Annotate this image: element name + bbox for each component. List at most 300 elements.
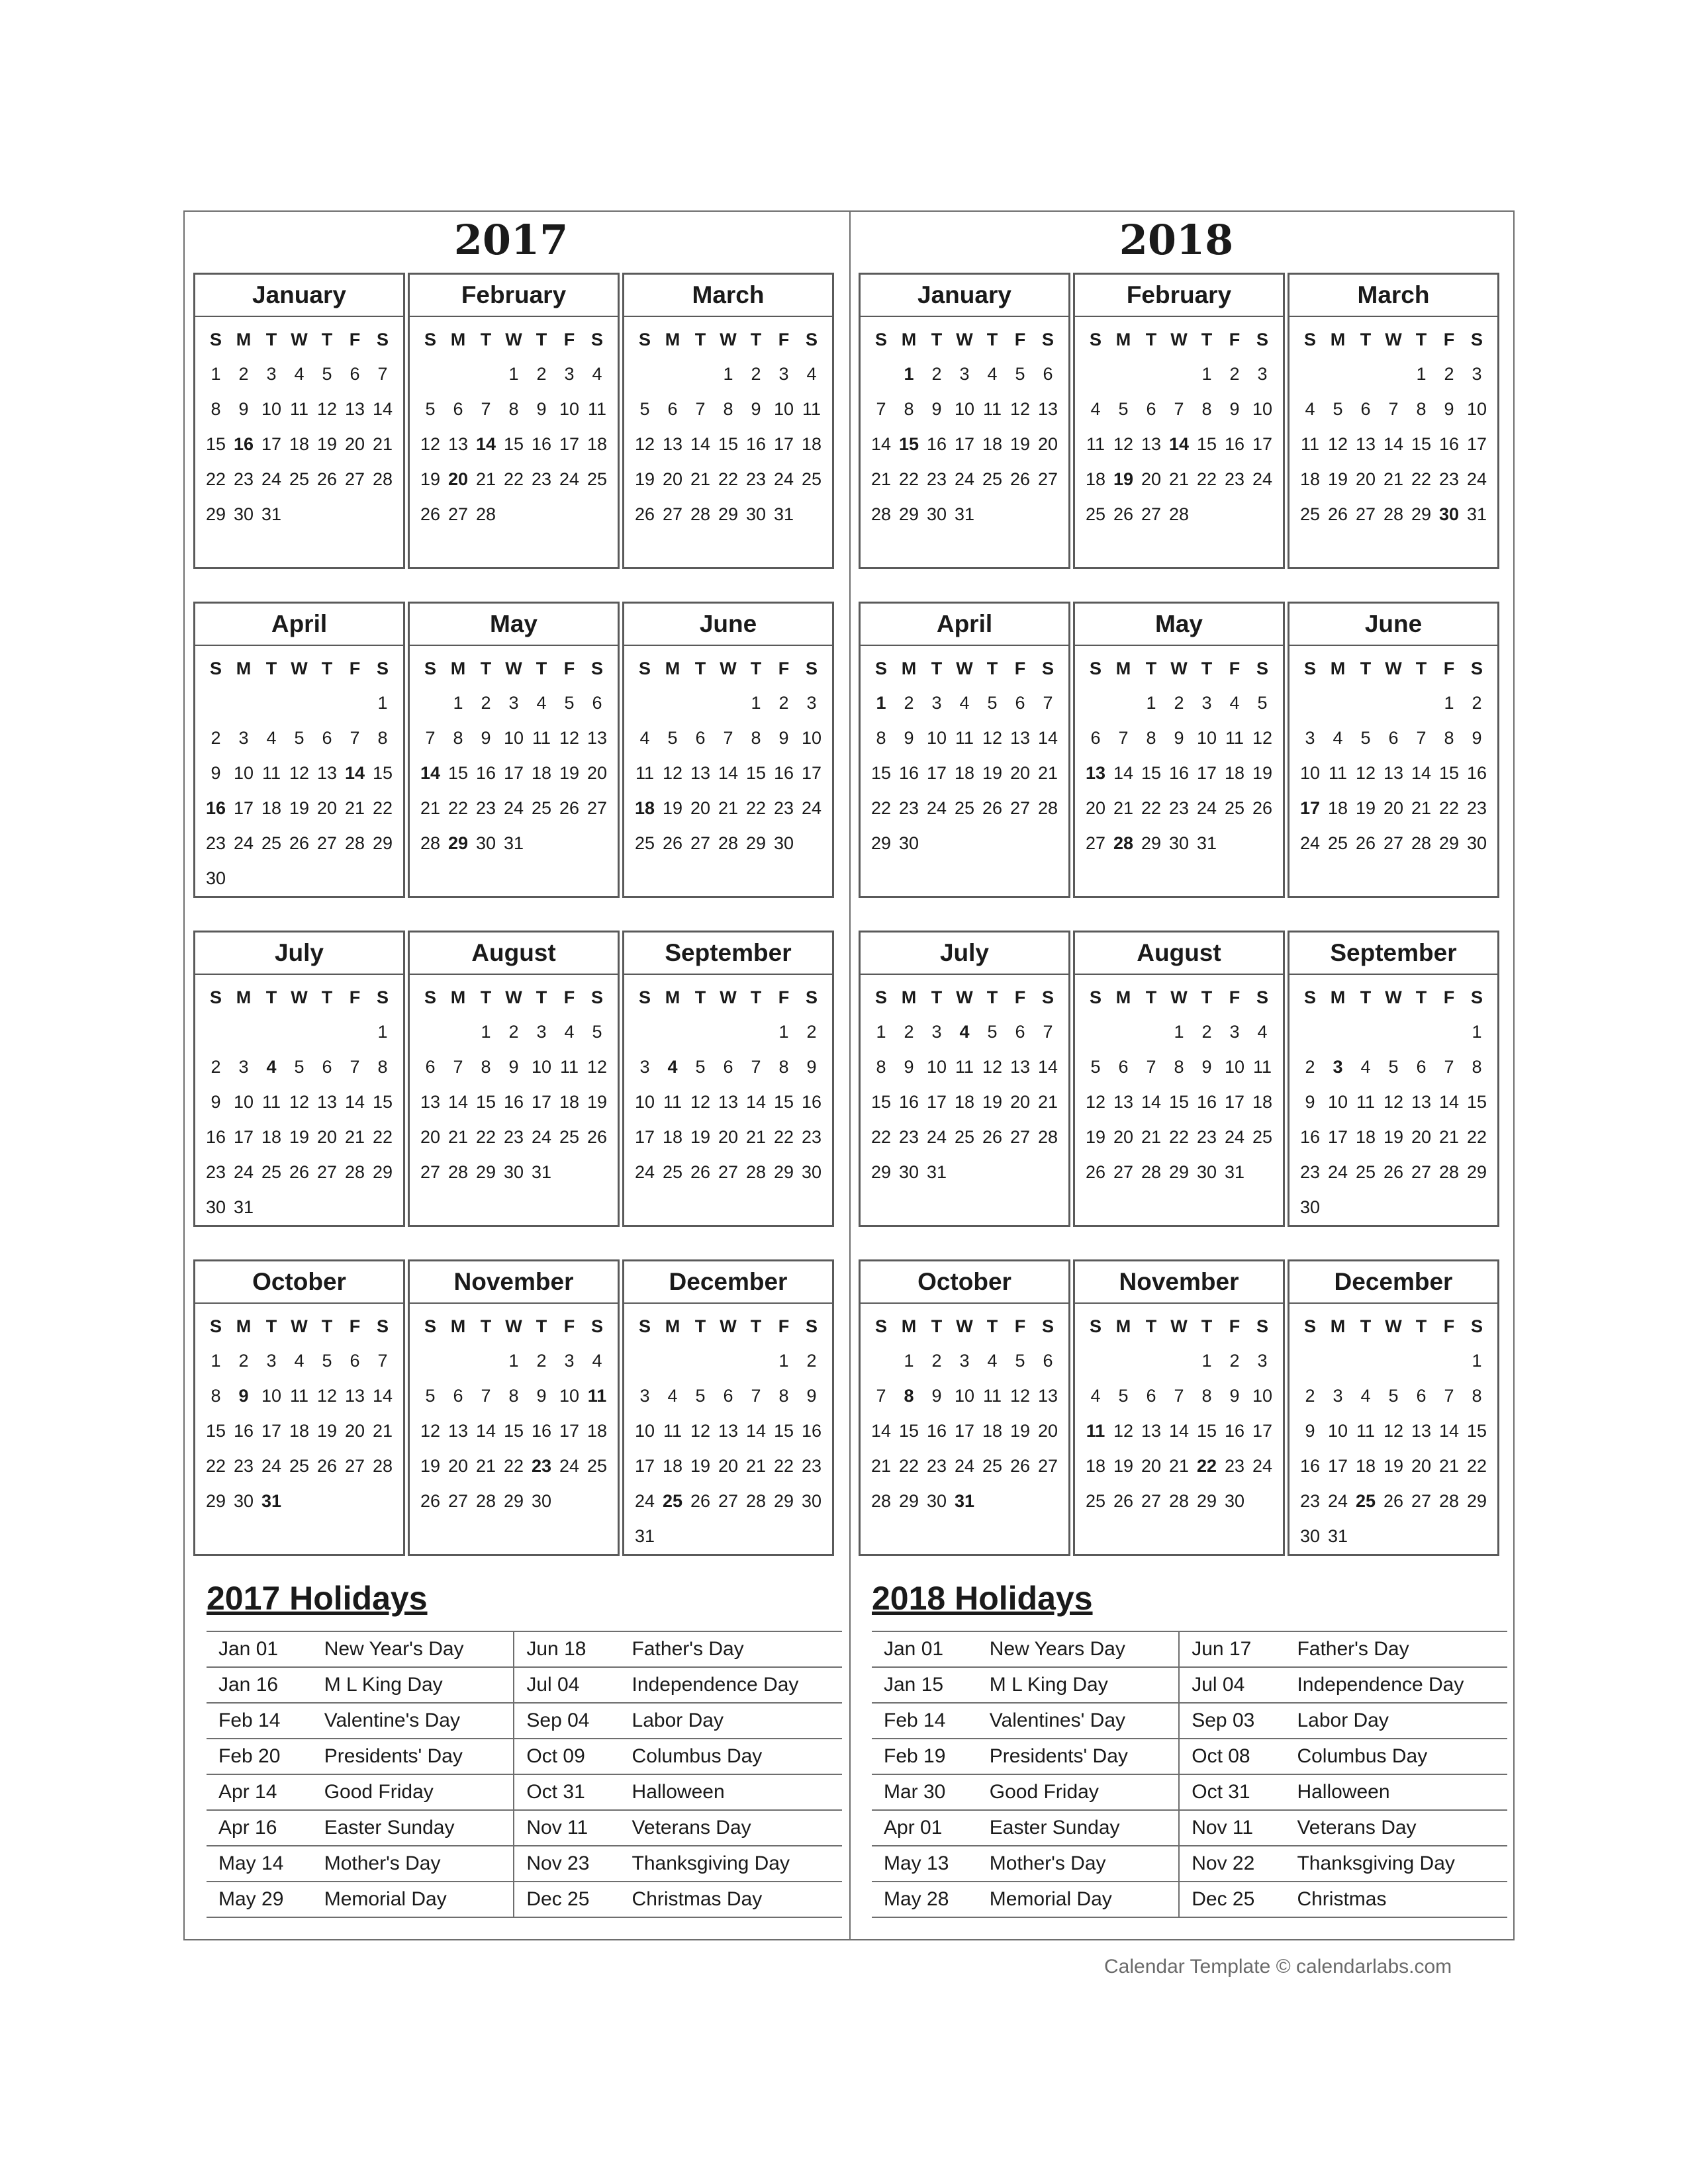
holiday-day: 14 [1168,434,1190,454]
holiday-row [207,1739,842,1774]
day: 18 [662,1127,683,1147]
day: 26 [289,833,310,853]
month-january [859,273,1070,569]
day-grid [624,975,832,1190]
holiday-date: May 14 [207,1846,312,1882]
weekday-header: T [931,330,943,349]
weekday-header: F [563,659,575,678]
day: 23 [1224,469,1245,489]
empty-day [631,1015,659,1050]
holiday-row [872,1667,1507,1703]
day: 12 [289,763,310,783]
holiday-name: Presidents' Day [978,1739,1179,1774]
day: 29 [1466,1491,1487,1511]
holiday-day: 16 [205,798,226,818]
holiday-date: Sep 04 [514,1703,620,1739]
weekday-header: S [1089,330,1102,349]
day: 1 [377,693,388,713]
day: 19 [1009,434,1031,454]
day: 21 [372,434,393,454]
weekday-header: F [1014,987,1026,1007]
day: 29 [773,1162,794,1182]
holiday-name: Presidents' Day [312,1739,514,1774]
day: 15 [1466,1092,1487,1112]
weekday-header: T [265,987,277,1007]
weekday-header: T [1415,1316,1427,1336]
weekday-header: T [321,1316,333,1336]
holiday-day: 30 [1438,504,1460,524]
day: 12 [289,1092,310,1112]
day: 26 [662,833,683,853]
holiday-date: Nov 22 [1179,1846,1285,1882]
day: 26 [420,504,441,524]
day: 20 [718,1456,739,1476]
day: 22 [745,798,767,818]
day: 1 [778,1022,789,1042]
month-name: July [861,933,1068,975]
day: 12 [1085,1092,1106,1112]
day: 22 [773,1456,794,1476]
day: 2 [778,693,789,713]
day: 30 [1299,1526,1321,1546]
day: 12 [586,1057,608,1077]
weekday-header: S [1041,1316,1054,1336]
holiday-row [872,1703,1507,1739]
day: 10 [559,1386,580,1406]
weekday-header: S [805,659,818,678]
day: 24 [559,1456,580,1476]
holiday-day: 18 [634,798,655,818]
empty-day [1324,686,1352,721]
month-may [408,602,620,898]
empty-day [1109,1343,1137,1379]
empty-day [230,686,258,721]
empty-day [313,686,341,721]
weekday-header: W [720,987,737,1007]
day: 2 [211,1057,221,1077]
day: 5 [695,1057,706,1077]
holiday-date: Jan 01 [207,1631,312,1667]
day: 6 [1015,1022,1025,1042]
month-august [1073,931,1285,1227]
day: 16 [1299,1127,1321,1147]
day: 7 [481,399,491,419]
holiday-name: M L King Day [312,1667,514,1703]
day: 23 [503,1127,524,1147]
holiday-day: 20 [447,469,469,489]
day: 19 [1327,469,1348,489]
day: 26 [586,1127,608,1147]
holidays-table [207,1631,842,1918]
day: 15 [718,434,739,454]
day: 24 [773,469,794,489]
day: 13 [1009,728,1031,748]
empty-day [1380,357,1407,392]
day: 15 [205,1421,226,1441]
day: 6 [592,693,602,713]
weekday-header: T [1360,1316,1372,1336]
empty-day [1082,357,1109,392]
day: 18 [1252,1092,1273,1112]
holiday-name: Father's Day [620,1631,842,1667]
day: 1 [211,1351,221,1371]
day: 28 [420,833,441,853]
weekday-header: T [1360,330,1372,349]
day: 17 [1224,1092,1245,1112]
month-april [859,602,1070,898]
day: 14 [372,1386,393,1406]
holiday-date: Nov 11 [1179,1810,1285,1846]
day: 18 [982,434,1003,454]
day: 5 [987,1022,998,1042]
day: 15 [870,763,892,783]
holiday-day: 17 [1299,798,1321,818]
weekday-header: S [638,659,651,678]
weekday-header: T [694,330,706,349]
day: 10 [634,1421,655,1441]
day: 23 [475,798,496,818]
weekday-header: T [321,987,333,1007]
day: 18 [1085,469,1106,489]
day: 28 [447,1162,469,1182]
footer-credit: Calendar Template © calendarlabs.com [1104,1956,1452,1978]
day: 1 [1416,364,1427,384]
day: 24 [634,1162,655,1182]
day-grid [861,975,1068,1190]
weekday-header: S [638,1316,651,1336]
day: 16 [745,434,767,454]
day: 7 [425,728,436,748]
weekday-header: T [1201,659,1213,678]
day-grid [1075,975,1283,1190]
day: 31 [634,1526,655,1546]
day: 8 [377,728,388,748]
day: 15 [205,434,226,454]
day: 28 [745,1491,767,1511]
day: 25 [1224,798,1245,818]
day: 22 [1196,469,1217,489]
holiday-name: Thanksgiving Day [1285,1846,1507,1882]
day: 8 [1174,1057,1184,1077]
day: 16 [801,1092,822,1112]
day: 24 [1252,469,1273,489]
day: 22 [205,1456,226,1476]
day: 27 [586,798,608,818]
empty-day [714,1015,742,1050]
weekday-header: F [778,987,790,1007]
day: 16 [1168,763,1190,783]
weekday-header: M [450,330,466,349]
day: 10 [233,763,254,783]
holiday-date: Feb 14 [207,1703,312,1739]
holiday-name: Labor Day [1285,1703,1507,1739]
weekday-header: F [1014,330,1026,349]
day: 20 [344,1421,365,1441]
day: 13 [344,1386,365,1406]
day: 21 [1438,1127,1460,1147]
empty-day [1137,357,1165,392]
day: 26 [1113,504,1134,524]
day: 1 [876,1022,886,1042]
day: 14 [1141,1092,1162,1112]
day: 26 [289,1162,310,1182]
empty-day [1165,1343,1193,1379]
holiday-date: Feb 20 [207,1739,312,1774]
day-grid [861,646,1068,861]
day: 29 [1196,1491,1217,1511]
day: 4 [1090,399,1101,419]
day: 26 [1327,504,1348,524]
day: 6 [453,399,463,419]
day: 23 [233,1456,254,1476]
day: 30 [745,504,767,524]
holiday-name: Mother's Day [978,1846,1179,1882]
day: 5 [1118,1386,1129,1406]
weekday-header: S [590,987,603,1007]
empty-day [341,686,369,721]
holiday-name: Easter Sunday [978,1810,1179,1846]
day: 15 [898,1421,919,1441]
weekday-header: S [1256,659,1268,678]
day: 30 [801,1162,822,1182]
day: 10 [1327,1421,1348,1441]
day: 20 [316,798,338,818]
weekday-header: T [694,659,706,678]
weekday-header: F [1443,1316,1455,1336]
holiday-row [872,1882,1507,1917]
month-december [622,1259,834,1556]
empty-day [202,686,230,721]
month-name: June [624,604,832,646]
day: 20 [718,1127,739,1147]
day: 18 [954,1092,975,1112]
day: 27 [1037,469,1058,489]
day: 5 [322,364,332,384]
holiday-name: Memorial Day [978,1882,1179,1917]
empty-day [1407,1015,1435,1050]
day: 24 [926,798,947,818]
day: 9 [211,1092,221,1112]
day: 21 [1383,469,1404,489]
day-grid [861,317,1068,532]
holiday-day: 3 [1333,1057,1343,1077]
day: 13 [718,1092,739,1112]
holiday-row [872,1810,1507,1846]
weekday-header: S [1470,659,1483,678]
weekday-header: S [1256,1316,1268,1336]
day: 13 [420,1092,441,1112]
holiday-date: Feb 14 [872,1703,978,1739]
weekday-header: T [480,330,492,349]
day: 6 [1388,728,1399,748]
day: 22 [205,469,226,489]
weekday-header: T [265,330,277,349]
day: 9 [1229,399,1240,419]
day: 8 [876,728,886,748]
day: 6 [322,1057,332,1077]
day: 5 [1257,693,1268,713]
empty-day [1352,686,1380,721]
day: 14 [447,1092,469,1112]
day: 18 [1299,469,1321,489]
day: 27 [718,1491,739,1511]
day: 4 [266,728,277,748]
day: 21 [1438,1456,1460,1476]
day: 13 [1009,1057,1031,1077]
holiday-date: Nov 23 [514,1846,620,1882]
day: 29 [205,1491,226,1511]
day-grid [624,646,832,861]
weekday-header: T [1201,1316,1213,1336]
holiday-row [207,1810,842,1846]
holidays-table [872,1631,1507,1918]
weekday-header: T [536,987,547,1007]
weekday-header: M [450,987,466,1007]
weekday-header: T [321,659,333,678]
day: 28 [1383,504,1404,524]
weekday-header: W [1385,1316,1402,1336]
day: 9 [778,728,789,748]
day: 13 [1141,1421,1162,1441]
day: 6 [1416,1057,1427,1077]
day: 19 [662,798,683,818]
empty-day [1324,357,1352,392]
weekday-header: M [1115,987,1131,1007]
month-september [622,931,834,1227]
day: 13 [1355,434,1376,454]
day: 28 [870,504,892,524]
month-name: September [624,933,832,975]
day: 19 [982,1092,1003,1112]
day: 23 [205,833,226,853]
weekday-header: W [1170,659,1188,678]
day: 8 [211,1386,221,1406]
day: 2 [211,728,221,748]
day: 10 [503,728,524,748]
month-name: February [410,275,618,317]
empty-day [1380,686,1407,721]
day: 14 [1168,1421,1190,1441]
day: 24 [261,469,282,489]
empty-day [341,1015,369,1050]
day: 27 [447,504,469,524]
day: 8 [1444,728,1454,748]
month-february [1073,273,1285,569]
year-divider [849,212,851,1939]
day: 27 [1085,833,1106,853]
day: 27 [1113,1162,1134,1182]
day: 15 [475,1092,496,1112]
holiday-name: Christmas Day [620,1882,842,1917]
holiday-date: May 29 [207,1882,312,1917]
day: 14 [1113,763,1134,783]
day: 11 [1356,1421,1376,1441]
day: 16 [1299,1456,1321,1476]
holiday-name: Labor Day [620,1703,842,1739]
empty-day [659,686,686,721]
day: 8 [1146,728,1156,748]
holiday-name: Good Friday [978,1774,1179,1810]
day: 12 [1383,1421,1404,1441]
day: 23 [205,1162,226,1182]
day: 19 [1009,1421,1031,1441]
weekday-header: T [480,1316,492,1336]
day: 7 [377,1351,388,1371]
year-2017-section [193,212,829,1939]
weekday-header: S [424,1316,436,1336]
day: 9 [238,399,249,419]
day: 25 [586,469,608,489]
day: 24 [926,1127,947,1147]
holiday-date: Oct 09 [514,1739,620,1774]
day: 20 [1037,434,1058,454]
day: 20 [1113,1127,1134,1147]
weekday-header: M [236,330,252,349]
day: 5 [1360,728,1371,748]
day: 17 [233,798,254,818]
day: 5 [667,728,678,748]
day: 7 [453,1057,463,1077]
day: 13 [447,1421,469,1441]
empty-day [742,1015,770,1050]
day: 6 [1015,693,1025,713]
day: 4 [294,364,305,384]
day: 7 [751,1057,761,1077]
day: 15 [1196,434,1217,454]
empty-day [631,1343,659,1379]
month-name: April [861,604,1068,646]
weekday-header: M [901,987,917,1007]
weekday-header: T [986,659,998,678]
day: 16 [531,434,552,454]
month-october [859,1259,1070,1556]
day: 16 [801,1421,822,1441]
day: 22 [870,1127,892,1147]
weekday-header: S [805,1316,818,1336]
day: 8 [876,1057,886,1077]
day: 8 [1201,1386,1212,1406]
day-grid [1075,646,1283,861]
day: 29 [898,504,919,524]
day: 15 [745,763,767,783]
empty-day [416,357,444,392]
holidays-title: 2018 Holidays [872,1580,1093,1617]
day: 10 [954,1386,975,1406]
holiday-name: Veterans Day [620,1810,842,1846]
month-december [1288,1259,1499,1556]
day: 21 [1168,469,1190,489]
day: 25 [1299,504,1321,524]
day: 5 [695,1386,706,1406]
day: 27 [1037,1456,1058,1476]
weekday-header: S [209,1316,222,1336]
day: 17 [954,1421,975,1441]
day: 7 [350,1057,360,1077]
month-february [408,273,620,569]
weekday-header: M [1115,330,1131,349]
holiday-day: 23 [531,1456,552,1476]
day: 7 [377,364,388,384]
day: 5 [425,399,436,419]
day: 24 [1327,1162,1348,1182]
month-name: March [624,275,832,317]
weekday-header: S [805,330,818,349]
day: 30 [205,1197,226,1217]
day: 3 [266,1351,277,1371]
day: 8 [211,399,221,419]
empty-day [285,1015,313,1050]
weekday-header: M [665,987,680,1007]
